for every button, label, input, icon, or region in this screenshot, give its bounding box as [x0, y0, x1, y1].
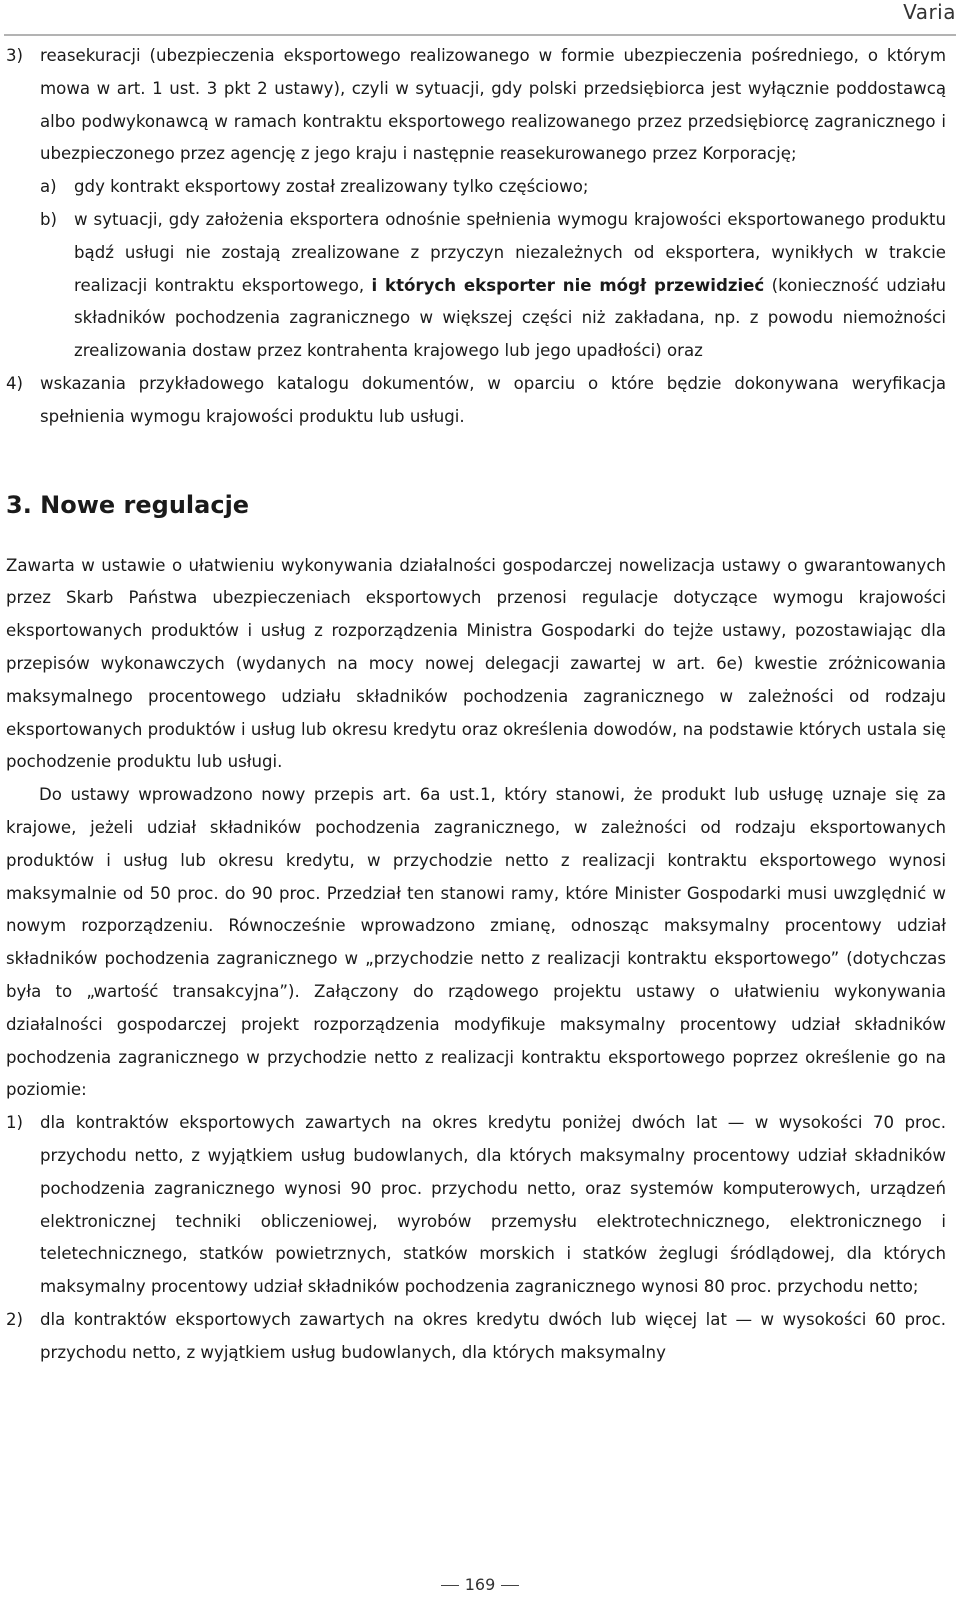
page-footer [0, 1575, 960, 1594]
section-heading: 3. Nowe regulacje [6, 490, 250, 519]
list-number: 3) [6, 46, 24, 65]
list-item-text: dla kontraktów eksportowych zawartych na okres kredytu poniżej dwóch lat — w wysokości 70 proc. przychodu netto, z wyjątkiem usług budowlanych, dla których maksymalny procentowy udział składników pochodzenia zagranicznego wynosi 90 proc. przychodu netto, oraz systemów komputerowych, urządzeń elektronicznej techniki obliczeniowej, wyrobów przemysłu elektrotechnicznego, elektronicznego i teletechnicznego, statków powietrznych, statków morskich i statków żeglugi śródlądowej, dla których maksymalny procentowy udział składników pochodzenia zagranicznego wynosi 80 proc. przychodu netto; [40, 1113, 946, 1297]
sub-item-letter: b) [40, 209, 58, 229]
sub-item-text-cont: (konieczność udziału składników pochodzenia zagranicznego w większej części niż zakładana, np. z powodu niemożności zrealizowania dostaw przez kontrahenta krajowego lub jego upadłości) oraz [74, 275, 946, 361]
sub-item-letter: a) [40, 177, 57, 197]
dash-left [441, 1585, 459, 1586]
list-number: 2) [6, 1309, 24, 1329]
list-item-1 [6, 1107, 946, 1304]
sub-item-text: w sytuacji, gdy założenia eksportera odnośnie spełnienia wymogu krajowości eksportowanego produktu bądź usługi nie zostają zrealizowane z przyczyn niezależnych od eksportera, wynikłych w trakcie realizacji kontraktu eksportowego, [74, 209, 946, 295]
list-item-3 [6, 40, 946, 171]
header-rule [4, 34, 956, 36]
dash-right [501, 1585, 519, 1586]
sub-item-bold-text: i których eksporter nie mógł przewidzieć [371, 275, 765, 295]
list-item-text: wskazania przykładowego katalogu dokumentów, w oparciu o które będzie dokonywana weryfikacja spełnienia wymogu krajowości produktu lub usługi. [40, 373, 946, 426]
running-head: Varia [903, 0, 956, 24]
list-item-text: reasekuracji (ubezpieczenia eksportowego realizowanego w formie ubezpieczenia pośredniego, o którym mowa w art. 1 ust. 3 pkt 2 ustawy), czyli w sytuacji, gdy polski przedsiębiorca jest wyłącznie poddostawcą albo podwykonawcą w ramach kontraktu eksportowego realizowanego przez przedsiębiorcę zagranicznego i ubezpieczonego przez agencję z jego kraju i następnie reasekurowanego przez Korporację; [40, 46, 946, 164]
sub-item-a [6, 171, 946, 204]
sub-item-b [6, 204, 946, 368]
paragraph: Do ustawy wprowadzono nowy przepis art. 6a ust.1, który stanowi, że produkt lub usługę uznaje się za krajowe, jeżeli udział składników pochodzenia zagranicznego, w zależności od rodzaju eksportowanych produktów i usług lub okresu kredytu, w przychodzie netto z realizacji kontraktu eksportowego wynosi maksymalnie od 50 proc. do 90 proc. Przedział ten stanowi ramy, które Minister Gospodarki musi uwzględnić w nowym rozporządzeniu. Równocześnie wprowadzono zmianę, odnosząc maksymalny procentowy udział składników pochodzenia zagranicznego w „przychodzie netto z realizacji kontraktu eksportowego” (dotychczas była to „wartość transakcyjna”). Załączony do rządowego projektu ustawy o ułatwieniu wykonywania działalności gospodarczej projekt rozporządzenia modyfikuje maksymalny procentowy udział składników pochodzenia zagranicznego w przychodzie netto z realizacji kontraktu eksportowego poprzez określenie go na poziomie: [6, 785, 946, 1100]
page-number: 169 [464, 1575, 496, 1594]
list-number: 4) [6, 373, 24, 393]
list-item-4 [6, 368, 946, 434]
list-item-2 [6, 1304, 946, 1370]
page-body [6, 40, 946, 1369]
sub-item-text: gdy kontrakt eksportowy został zrealizowany tylko częściowo; [74, 177, 589, 197]
list-item-text: dla kontraktów eksportowych zawartych na okres kredytu dwóch lub więcej lat — w wysokości 60 proc. przychodu netto, z wyjątkiem usług budowlanych, dla których maksymalny [40, 1309, 946, 1362]
list-number: 1) [6, 1113, 24, 1133]
paragraph: Zawarta w ustawie o ułatwieniu wykonywania działalności gospodarczej nowelizacja ustawy o gwarantowanych przez Skarb Państwa ubezpieczeniach eksportowych przenosi regulacje dotyczące wymogu krajowości eksportowanych produktów i usług z rozporządzenia Ministra Gospodarki do tejże ustawy, pozostawiając dla przepisów wykonawczych (wydanych na mocy nowej delegacji zawartej w art. 6e) kwestie zróżnicowania maksymalnego procentowego udziału składników pochodzenia zagranicznego w zależności od rodzaju eksportowanych produktów i usług lub okresu kredytu oraz określenia dowodów, na podstawie których ustala się pochodzenie produktu lub usługi. [6, 555, 946, 772]
